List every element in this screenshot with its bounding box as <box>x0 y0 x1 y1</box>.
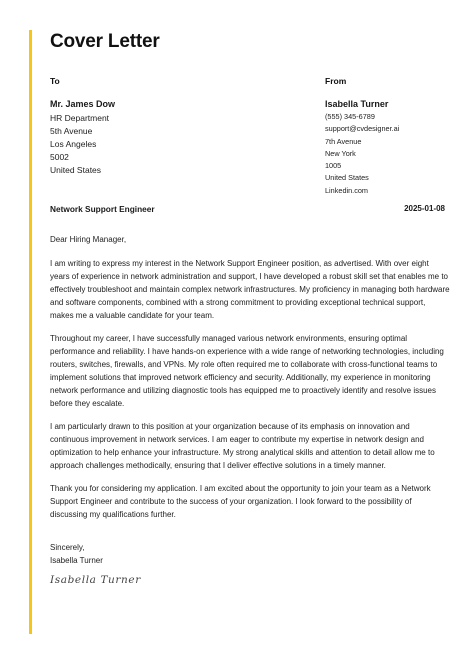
greeting: Dear Hiring Manager, <box>50 235 127 244</box>
body-paragraph: Throughout my career, I have successfully managed various network environments, ensuring optimal performance and reliability. I have hands-on experience with a wide range of networking technologies, including routers, switches, firewalls, and VPNs. My role often required me to collaborate with cross-functional teams to implement solutions that improved network efficiency and security. Additionally, my experience in monitoring network performance and utilizing diagnostic tools has equipped me to proactively identify and resolve issues before they escalate. <box>50 334 444 408</box>
recipient-city: Los Angeles <box>50 139 97 149</box>
sender-street: 7th Avenue <box>325 136 362 146</box>
body-paragraph: I am writing to express my interest in the Network Support Engineer position, as advertised. With over eight years of experience in network administration and support, I have developed a robust skill set that enables me to effectively troubleshoot and maintain complex network infrastructures. My proficiency in managing both hardware and software components, combined with a strong commitment to providing exceptional technical support, makes me a valuable candidate for your team. <box>50 259 450 320</box>
sender-city: New York <box>325 148 356 158</box>
body-paragraph: I am particularly drawn to this position at your organization because of its emphasis on innovation and continuous improvement in network services. I am eager to contribute my expertise in network design and optimization to help enhance your infrastructure. My strong analytical skills and attention to detail allow me to approach challenges methodically, ensuring that I deliver effective solutions in a timely manner. <box>50 422 435 470</box>
body-paragraph: Thank you for considering my application. I am excited about the opportunity to join your team as a Network Support Engineer and contribute to the success of your organization. I look forward to the possibility of discussing my qualifications further. <box>50 484 431 519</box>
sender-email: support@cvdesigner.ai <box>325 124 400 134</box>
sender-phone: (555) 345-6789 <box>325 112 375 121</box>
letter-date: 2025-01-08 <box>404 204 445 213</box>
handwritten-signature: Isabella Turner <box>50 574 141 586</box>
recipient-name: Mr. James Dow <box>50 99 116 109</box>
letter-body <box>50 234 450 531</box>
recipient-department: HR Department <box>50 113 110 123</box>
sender-postal-code: 1005 <box>325 161 342 171</box>
accent-bar <box>29 30 32 634</box>
from-label: From <box>325 76 347 86</box>
closing-name: Isabella Turner <box>50 556 103 565</box>
sender-block <box>325 98 399 197</box>
page-title: Cover Letter <box>50 31 160 52</box>
recipient-street: 5th Avenue <box>50 126 93 136</box>
recipient-block <box>50 98 115 177</box>
recipient-country: United States <box>50 165 102 175</box>
to-label: To <box>50 76 60 86</box>
sender-country: United States <box>325 173 369 183</box>
recipient-postal-code: 5002 <box>50 152 69 162</box>
valediction: Sincerely, <box>50 543 85 552</box>
sender-linkedin: Linkedin.com <box>325 185 368 195</box>
closing-block <box>50 541 103 567</box>
subject-line: Network Support Engineer <box>50 204 155 214</box>
sender-name: Isabella Turner <box>325 99 389 109</box>
